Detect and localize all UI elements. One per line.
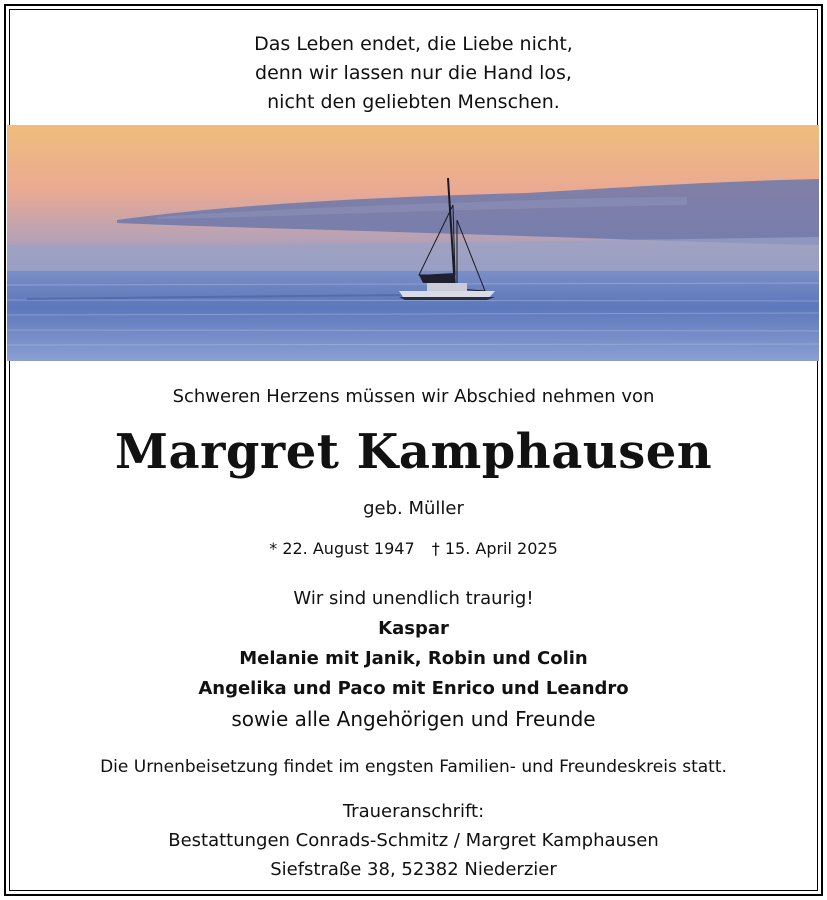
address-label: Traueranschrift: xyxy=(342,801,485,822)
quote-line-3: nicht den geliebten Menschen. xyxy=(267,91,560,113)
address-line-1: Bestattungen Conrads-Schmitz / Margret Kamphausen xyxy=(168,830,659,851)
address-line-2: Siefstraße 38, 52382 Niederzier xyxy=(270,859,557,880)
quote-line-1: Das Leben endet, die Liebe nicht, xyxy=(254,33,573,55)
deceased-name: Margret Kamphausen xyxy=(114,424,713,480)
quote-line-2: denn wir lassen nur die Hand los, xyxy=(255,62,572,84)
death-date: † 15. April 2025 xyxy=(431,539,558,558)
mourner-name: Melanie mit Janik, Robin und Colin xyxy=(239,648,588,669)
sailboat-sunset-photo xyxy=(7,125,819,361)
birth-date: * 22. August 1947 xyxy=(269,539,415,558)
sailboat-sunset-icon xyxy=(7,125,819,361)
intro-text: Schweren Herzens müssen wir Abschied nehmen von xyxy=(172,386,655,407)
mourning-address xyxy=(0,797,827,884)
funeral-note: Die Urnenbeisetzung findet im engsten Familien- und Freundeskreis statt. xyxy=(100,757,727,777)
birth-name: geb. Müller xyxy=(363,498,464,519)
mourners-block xyxy=(0,584,827,734)
mourners-lead: Wir sind unendlich traurig! xyxy=(293,588,534,609)
mourner-name: Angelika und Paco mit Enrico und Leandro xyxy=(198,678,629,699)
memorial-quote xyxy=(0,30,827,117)
mourners-closing: sowie alle Angehörigen und Freunde xyxy=(231,707,596,731)
life-dates xyxy=(0,539,827,558)
mourner-name: Kaspar xyxy=(378,618,449,639)
